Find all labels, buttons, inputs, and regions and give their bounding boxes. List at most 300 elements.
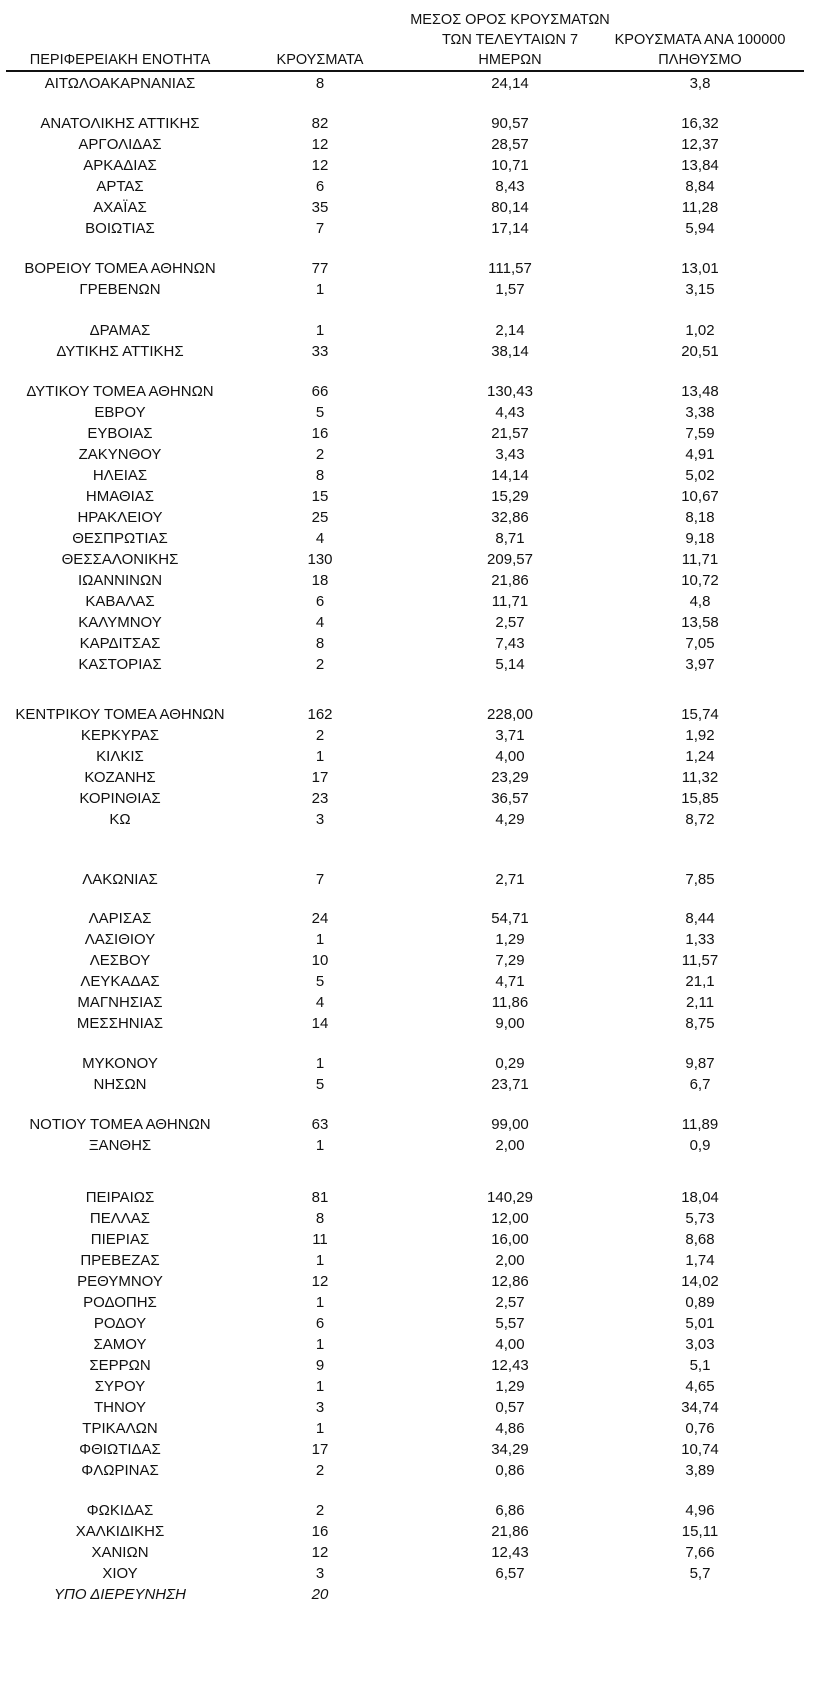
cell-per-100000: 3,89	[685, 1462, 715, 1479]
cell-cases: 8	[315, 1210, 325, 1227]
cell-region: ΔΡΑΜΑΣ	[89, 322, 151, 339]
cell-average: 12,00	[491, 1210, 529, 1227]
cell-cases: 1	[315, 1336, 325, 1353]
cell-average: 23,29	[491, 769, 529, 786]
cell-average: 11,86	[491, 994, 529, 1011]
cell-region: ΜΑΓΝΗΣΙΑΣ	[77, 994, 163, 1011]
cell-per-100000: 10,74	[681, 1441, 719, 1458]
cell-per-100000: 1,24	[685, 748, 715, 765]
cell-average: 2,00	[495, 1252, 525, 1269]
table-row	[0, 612, 828, 633]
cell-per-100000: 0,89	[685, 1294, 715, 1311]
table-row	[0, 1542, 828, 1563]
cell-cases: 25	[311, 509, 329, 526]
cell-cases: 63	[311, 1116, 329, 1133]
cell-per-100000: 3,8	[689, 75, 711, 92]
cell-per-100000: 5,94	[685, 220, 715, 237]
table-row	[0, 1500, 828, 1521]
cell-average: 3,43	[495, 446, 525, 463]
table-row	[0, 633, 828, 654]
table-row	[0, 176, 828, 197]
cell-cases: 162	[307, 706, 333, 723]
cell-cases: 17	[311, 769, 329, 786]
cell-region: ΕΒΡΟΥ	[94, 404, 146, 421]
cell-per-100000: 8,84	[685, 178, 715, 195]
cell-region: ΚΑΛΥΜΝΟΥ	[78, 614, 162, 631]
cell-average: 0,86	[495, 1462, 525, 1479]
cell-cases: 130	[307, 551, 333, 568]
cell-per-100000: 15,74	[681, 706, 719, 723]
cell-average: 12,43	[491, 1357, 529, 1374]
table-row	[0, 1460, 828, 1481]
header-average-line-2: ΤΩΝ ΤΕΛΕΥΤΑΙΩΝ 7	[441, 32, 579, 48]
cell-cases: 3	[315, 1399, 325, 1416]
cell-cases: 6	[315, 593, 325, 610]
table-row	[0, 1208, 828, 1229]
cell-per-100000: 11,71	[681, 551, 719, 568]
table-row	[0, 402, 828, 423]
cell-per-100000: 3,03	[685, 1336, 715, 1353]
cell-per-100000: 6,7	[689, 1076, 711, 1093]
cell-cases: 4	[315, 614, 325, 631]
cell-per-100000: 1,74	[685, 1252, 715, 1269]
cell-average: 7,29	[495, 952, 525, 969]
cell-cases: 2	[315, 1502, 325, 1519]
cell-region: ΚΟΡΙΝΘΙΑΣ	[79, 790, 161, 807]
cell-cases: 24	[311, 910, 329, 927]
cell-average: 9,00	[495, 1015, 525, 1032]
header-per-line-1: ΚΡΟΥΣΜΑΤΑ ΑΝΑ 100000	[614, 32, 786, 48]
cell-average: 1,29	[495, 1378, 525, 1395]
cell-region: ΧΑΛΚΙΔΙΚΗΣ	[75, 1523, 165, 1540]
cell-region: ΛΑΡΙΣΑΣ	[88, 910, 152, 927]
cell-region: ΘΕΣΣΑΛΟΝΙΚΗΣ	[61, 551, 179, 568]
cell-per-100000: 9,87	[685, 1055, 715, 1072]
cell-cases: 2	[315, 446, 325, 463]
cell-cases: 5	[315, 973, 325, 990]
cell-cases: 23	[311, 790, 329, 807]
cell-region: ΚΙΛΚΙΣ	[96, 748, 144, 765]
cell-region: ΚΑΒΑΛΑΣ	[85, 593, 155, 610]
cell-cases: 35	[311, 199, 329, 216]
cell-average: 10,71	[491, 157, 529, 174]
cell-cases: 81	[311, 1189, 329, 1206]
cell-average: 6,86	[495, 1502, 525, 1519]
cell-region: ΖΑΚΥΝΘΟΥ	[78, 446, 162, 463]
cell-average: 38,14	[491, 343, 529, 360]
cell-region: ΑΡΤΑΣ	[96, 178, 144, 195]
cell-average: 14,14	[491, 467, 529, 484]
table-row	[0, 809, 828, 830]
cell-per-100000: 5,1	[689, 1357, 711, 1374]
cell-cases: 3	[315, 1565, 325, 1582]
cell-cases: 1	[315, 748, 325, 765]
cell-cases: 2	[315, 656, 325, 673]
cell-per-100000: 21,1	[685, 973, 715, 990]
table-row	[0, 507, 828, 528]
table-row	[0, 788, 828, 809]
cell-cases: 8	[315, 75, 325, 92]
table-row	[0, 992, 828, 1013]
cell-region: ΒΟΙΩΤΙΑΣ	[85, 220, 155, 237]
cell-region: ΘΕΣΠΡΩΤΙΑΣ	[72, 530, 168, 547]
cell-average: 3,71	[495, 727, 525, 744]
cell-per-100000: 11,57	[681, 952, 719, 969]
cell-per-100000: 11,89	[681, 1116, 719, 1133]
cell-cases: 8	[315, 467, 325, 484]
table-row	[0, 113, 828, 134]
cell-cases: 16	[311, 1523, 329, 1540]
cell-per-100000: 5,7	[689, 1565, 711, 1582]
cell-region: ΛΑΣΙΘΙΟΥ	[84, 931, 156, 948]
cell-region: ΞΑΝΘΗΣ	[88, 1137, 152, 1154]
cell-per-100000: 8,75	[685, 1015, 715, 1032]
cell-region: ΥΠΟ ΔΙΕΡΕΥΝΗΣΗ	[54, 1586, 186, 1603]
cell-region: ΕΥΒΟΙΑΣ	[87, 425, 153, 442]
cell-region: ΗΡΑΚΛΕΙΟΥ	[77, 509, 163, 526]
cell-cases: 12	[311, 1544, 329, 1561]
cell-average: 28,57	[491, 136, 529, 153]
cell-region: ΦΩΚΙΔΑΣ	[86, 1502, 154, 1519]
cell-average: 1,29	[495, 931, 525, 948]
cell-average: 0,29	[495, 1055, 525, 1072]
table-row	[0, 486, 828, 507]
cell-per-100000: 16,32	[681, 115, 719, 132]
cell-cases: 6	[315, 1315, 325, 1332]
table-row	[0, 320, 828, 341]
cell-region: ΑΙΤΩΛΟΑΚΑΡΝΑΝΙΑΣ	[44, 75, 196, 92]
cell-region: ΠΕΛΛΑΣ	[89, 1210, 151, 1227]
cell-per-100000: 13,58	[681, 614, 719, 631]
cell-per-100000: 10,67	[681, 488, 719, 505]
cell-region: ΝΟΤΙΟΥ ΤΟΜΕΑ ΑΘΗΝΩΝ	[29, 1116, 211, 1133]
cell-cases: 2	[315, 727, 325, 744]
cell-average: 21,86	[491, 1523, 529, 1540]
cell-average: 4,29	[495, 811, 525, 828]
table-row	[0, 528, 828, 549]
cell-average: 4,71	[495, 973, 525, 990]
table-row	[0, 1292, 828, 1313]
cell-per-100000: 8,18	[685, 509, 715, 526]
cell-region: ΚΑΣΤΟΡΙΑΣ	[78, 656, 162, 673]
cell-region: ΛΕΥΚΑΔΑΣ	[80, 973, 160, 990]
cell-cases: 1	[315, 1055, 325, 1072]
cell-average: 7,43	[495, 635, 525, 652]
table-row	[0, 971, 828, 992]
cell-average: 2,57	[495, 614, 525, 631]
cell-cases: 1	[315, 1137, 325, 1154]
cell-cases: 1	[315, 1420, 325, 1437]
cell-average: 24,14	[491, 75, 529, 92]
cell-cases: 5	[315, 1076, 325, 1093]
cell-per-100000: 13,01	[681, 260, 719, 277]
table-row	[0, 1313, 828, 1334]
table-row	[0, 1355, 828, 1376]
table-row	[0, 725, 828, 746]
table-row	[0, 1074, 828, 1095]
cell-cases: 1	[315, 1252, 325, 1269]
table-row	[0, 218, 828, 239]
cell-average: 140,29	[487, 1189, 533, 1206]
cell-average: 17,14	[491, 220, 529, 237]
table-row	[0, 1418, 828, 1439]
cell-per-100000: 12,37	[681, 136, 719, 153]
cell-average: 15,29	[491, 488, 529, 505]
header-cases: ΚΡΟΥΣΜΑΤΑ	[276, 52, 364, 68]
cell-region: ΝΗΣΩΝ	[93, 1076, 147, 1093]
cell-region: ΚΟΖΑΝΗΣ	[84, 769, 156, 786]
table-row	[0, 1053, 828, 1074]
cell-per-100000: 1,92	[685, 727, 715, 744]
cell-region: ΣΥΡΟΥ	[94, 1378, 146, 1395]
table-row	[0, 1521, 828, 1542]
table-row	[0, 1135, 828, 1156]
cell-cases: 18	[311, 572, 329, 589]
cell-cases: 4	[315, 994, 325, 1011]
cell-region: ΑΡΚΑΔΙΑΣ	[83, 157, 157, 174]
cell-region: ΣΕΡΡΩΝ	[89, 1357, 151, 1374]
cell-cases: 2	[315, 1462, 325, 1479]
cell-cases: 1	[315, 1294, 325, 1311]
cell-region: ΗΛΕΙΑΣ	[92, 467, 148, 484]
table-row	[0, 134, 828, 155]
cell-region: ΑΝΑΤΟΛΙΚΗΣ ΑΤΤΙΚΗΣ	[40, 115, 200, 132]
cell-per-100000: 3,38	[685, 404, 715, 421]
cell-per-100000: 7,85	[685, 871, 715, 888]
cell-region: ΡΟΔΟΥ	[93, 1315, 147, 1332]
cell-per-100000: 20,51	[681, 343, 719, 360]
cell-average: 0,57	[495, 1399, 525, 1416]
table-row	[0, 929, 828, 950]
cell-region: ΤΗΝΟΥ	[93, 1399, 147, 1416]
cell-cases: 3	[315, 811, 325, 828]
cell-per-100000: 3,97	[685, 656, 715, 673]
table-row	[0, 591, 828, 612]
cell-per-100000: 34,74	[681, 1399, 719, 1416]
table-row	[0, 279, 828, 300]
cell-average: 99,00	[491, 1116, 529, 1133]
cell-cases: 1	[315, 1378, 325, 1395]
table-row	[0, 1584, 828, 1605]
table-row	[0, 155, 828, 176]
cell-per-100000: 1,33	[685, 931, 715, 948]
cell-cases: 33	[311, 343, 329, 360]
cell-region: ΡΟΔΟΠΗΣ	[83, 1294, 157, 1311]
cell-average: 4,43	[495, 404, 525, 421]
cell-cases: 66	[311, 383, 329, 400]
cell-average: 2,00	[495, 1137, 525, 1154]
cell-average: 36,57	[491, 790, 529, 807]
cell-region: ΜΥΚΟΝΟΥ	[82, 1055, 158, 1072]
table-row	[0, 381, 828, 402]
cell-cases: 17	[311, 1441, 329, 1458]
cell-average: 2,14	[495, 322, 525, 339]
cell-per-100000: 18,04	[681, 1189, 719, 1206]
table-row	[0, 869, 828, 890]
cell-cases: 12	[311, 136, 329, 153]
cell-average: 80,14	[491, 199, 529, 216]
cell-average: 90,57	[491, 115, 529, 132]
cell-average: 2,71	[495, 871, 525, 888]
cell-average: 130,43	[487, 383, 533, 400]
cell-average: 228,00	[487, 706, 533, 723]
cell-region: ΛΕΣΒΟΥ	[89, 952, 151, 969]
cell-per-100000: 5,73	[685, 1210, 715, 1227]
cell-average: 5,57	[495, 1315, 525, 1332]
cell-average: 4,86	[495, 1420, 525, 1437]
cell-region: ΚΩ	[109, 811, 131, 828]
cell-per-100000: 8,44	[685, 910, 715, 927]
cell-region: ΧΑΝΙΩΝ	[91, 1544, 149, 1561]
cell-region: ΔΥΤΙΚΗΣ ΑΤΤΙΚΗΣ	[56, 343, 184, 360]
cell-cases: 1	[315, 931, 325, 948]
cell-cases: 5	[315, 404, 325, 421]
cell-region: ΓΡΕΒΕΝΩΝ	[79, 281, 161, 298]
cell-per-100000: 13,48	[681, 383, 719, 400]
table-row	[0, 1229, 828, 1250]
table-row	[0, 444, 828, 465]
cell-cases: 12	[311, 1273, 329, 1290]
table-row	[0, 465, 828, 486]
cell-per-100000: 14,02	[681, 1273, 719, 1290]
cell-per-100000: 3,15	[685, 281, 715, 298]
cell-region: ΠΕΙΡΑΙΩΣ	[85, 1189, 155, 1206]
cell-region: ΡΕΘΥΜΝΟΥ	[77, 1273, 163, 1290]
table-row	[0, 1250, 828, 1271]
table-row	[0, 908, 828, 929]
cell-region: ΑΧΑΪΑΣ	[93, 199, 147, 216]
cell-per-100000: 7,59	[685, 425, 715, 442]
cell-per-100000: 5,02	[685, 467, 715, 484]
cell-average: 6,57	[495, 1565, 525, 1582]
cell-region: ΙΩΑΝΝΙΝΩΝ	[77, 572, 163, 589]
table-row	[0, 1013, 828, 1034]
cell-region: ΜΕΣΣΗΝΙΑΣ	[76, 1015, 164, 1032]
cell-cases: 16	[311, 425, 329, 442]
cell-per-100000: 4,8	[689, 593, 711, 610]
cell-average: 21,57	[491, 425, 529, 442]
cell-cases: 7	[315, 220, 325, 237]
cell-region: ΠΙΕΡΙΑΣ	[90, 1231, 150, 1248]
cell-average: 209,57	[487, 551, 533, 568]
cell-per-100000: 11,32	[681, 769, 719, 786]
cell-per-100000: 15,85	[681, 790, 719, 807]
cell-average: 11,71	[491, 593, 529, 610]
cell-average: 4,00	[495, 1336, 525, 1353]
cell-cases: 14	[311, 1015, 329, 1032]
cell-cases: 7	[315, 871, 325, 888]
cell-per-100000: 11,28	[681, 199, 719, 216]
cell-average: 16,00	[491, 1231, 529, 1248]
table-row	[0, 341, 828, 362]
cell-cases: 12	[311, 157, 329, 174]
cell-per-100000: 0,76	[685, 1420, 715, 1437]
cell-region: ΔΥΤΙΚΟΥ ΤΟΜΕΑ ΑΘΗΝΩΝ	[26, 383, 214, 400]
cell-average: 8,71	[495, 530, 525, 547]
cell-average: 54,71	[491, 910, 529, 927]
cell-average: 1,57	[495, 281, 525, 298]
table-row	[0, 197, 828, 218]
cell-cases: 1	[315, 281, 325, 298]
table-row	[0, 654, 828, 675]
table-row	[0, 1187, 828, 1208]
cell-average: 23,71	[491, 1076, 529, 1093]
cell-average: 2,57	[495, 1294, 525, 1311]
table-row	[0, 746, 828, 767]
cell-region: ΗΜΑΘΙΑΣ	[85, 488, 155, 505]
cell-per-100000: 7,05	[685, 635, 715, 652]
cell-average: 34,29	[491, 1441, 529, 1458]
table-row	[0, 1397, 828, 1418]
table-row	[0, 704, 828, 725]
cell-per-100000: 4,91	[685, 446, 715, 463]
cell-per-100000: 0,9	[689, 1137, 711, 1154]
cell-per-100000: 15,11	[681, 1523, 719, 1540]
cell-cases: 6	[315, 178, 325, 195]
cell-cases: 4	[315, 530, 325, 547]
cell-cases: 1	[315, 322, 325, 339]
cell-average: 5,14	[495, 656, 525, 673]
cell-cases: 8	[315, 635, 325, 652]
cell-region: ΠΡΕΒΕΖΑΣ	[80, 1252, 160, 1269]
table-row	[0, 1376, 828, 1397]
table-row	[0, 767, 828, 788]
header-average-line-3: ΗΜΕΡΩΝ	[478, 52, 542, 68]
table-row	[0, 1114, 828, 1135]
cell-per-100000: 9,18	[685, 530, 715, 547]
table-row	[0, 1334, 828, 1355]
cell-average: 8,43	[495, 178, 525, 195]
cell-cases: 11	[312, 1231, 328, 1248]
header-per-line-2: ΠΛΗΘΥΣΜΟ	[658, 52, 742, 68]
cell-region: ΧΙΟΥ	[102, 1565, 138, 1582]
table-row	[0, 258, 828, 279]
cell-per-100000: 10,72	[681, 572, 719, 589]
cell-region: ΛΑΚΩΝΙΑΣ	[82, 871, 158, 888]
cell-average: 12,43	[491, 1544, 529, 1561]
cell-region: ΦΘΙΩΤΙΔΑΣ	[79, 1441, 161, 1458]
cell-average: 4,00	[495, 748, 525, 765]
table-row	[0, 73, 828, 94]
cell-region: ΒΟΡΕΙΟΥ ΤΟΜΕΑ ΑΘΗΝΩΝ	[24, 260, 216, 277]
cell-average: 12,86	[491, 1273, 529, 1290]
cell-region: ΦΛΩΡΙΝΑΣ	[81, 1462, 159, 1479]
cell-per-100000: 13,84	[681, 157, 719, 174]
cell-average: 21,86	[491, 572, 529, 589]
cell-region: ΚΑΡΔΙΤΣΑΣ	[79, 635, 161, 652]
table-row	[0, 570, 828, 591]
cell-region: ΤΡΙΚΑΛΩΝ	[82, 1420, 158, 1437]
table-row	[0, 1563, 828, 1584]
cell-per-100000: 5,01	[685, 1315, 715, 1332]
header-average-line-1: ΜΕΣΟΣ ΟΡΟΣ ΚΡΟΥΣΜΑΤΩΝ	[410, 12, 610, 28]
cell-cases: 15	[311, 488, 329, 505]
table-row	[0, 423, 828, 444]
table-row	[0, 950, 828, 971]
cell-per-100000: 7,66	[685, 1544, 715, 1561]
cell-average: 32,86	[491, 509, 529, 526]
cell-average: 111,57	[488, 260, 532, 277]
cell-per-100000: 8,72	[685, 811, 715, 828]
cell-region: ΚΕΡΚΥΡΑΣ	[80, 727, 160, 744]
table-row	[0, 549, 828, 570]
cell-cases: 9	[315, 1357, 325, 1374]
table-row	[0, 1271, 828, 1292]
cell-region: ΚΕΝΤΡΙΚΟΥ ΤΟΜΕΑ ΑΘΗΝΩΝ	[15, 706, 225, 723]
header-region: ΠΕΡΙΦΕΡΕΙΑΚΗ ΕΝΟΤΗΤΑ	[29, 52, 211, 68]
cell-per-100000: 4,96	[685, 1502, 715, 1519]
cell-cases: 20	[311, 1586, 329, 1603]
